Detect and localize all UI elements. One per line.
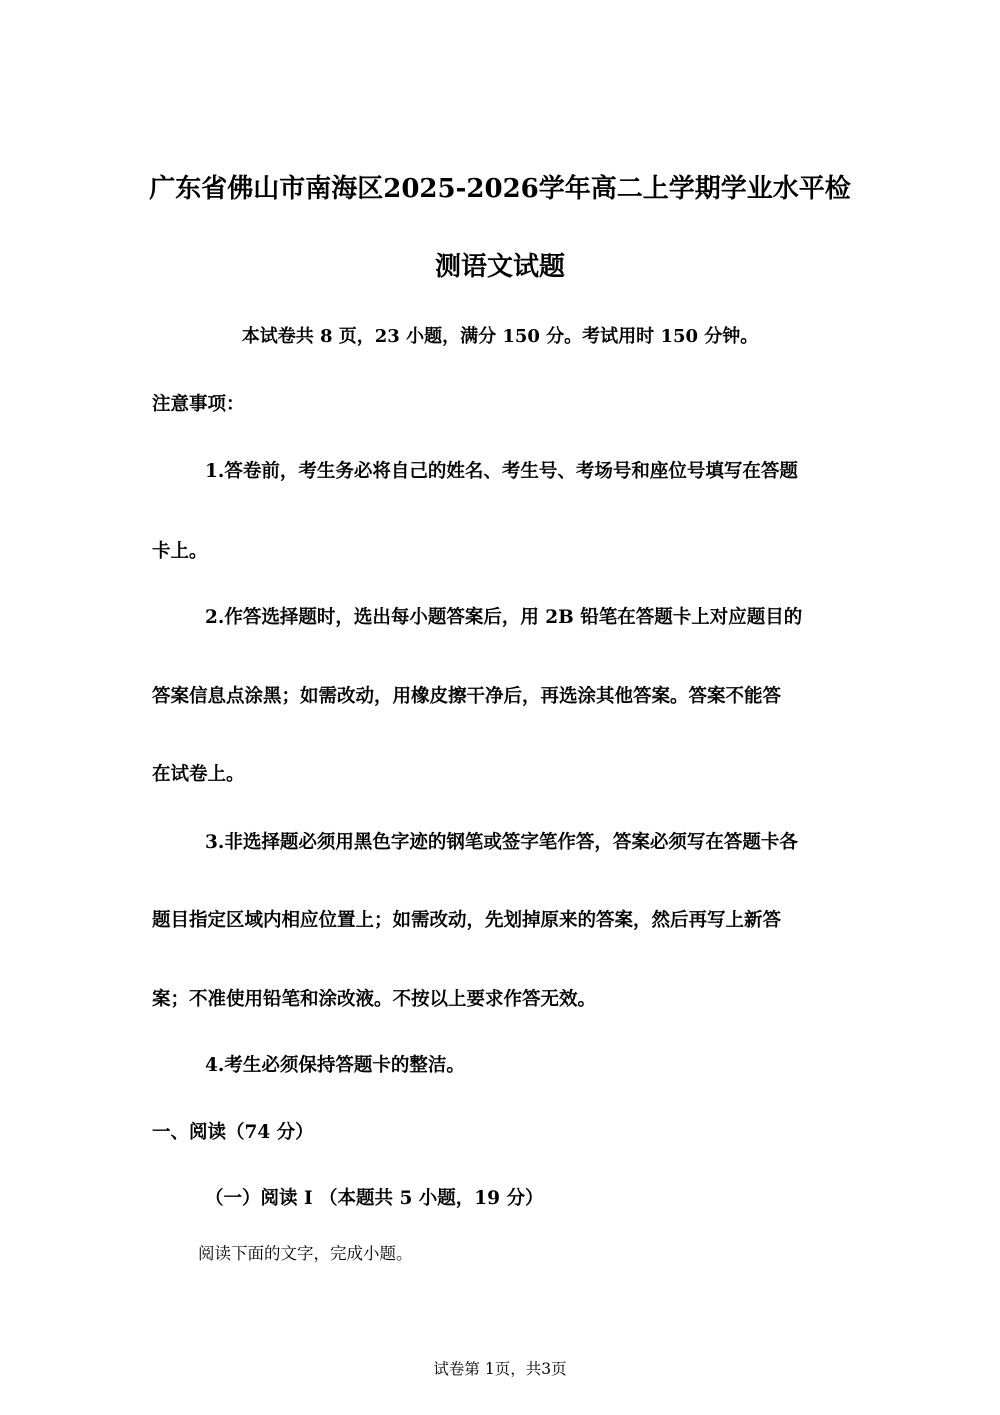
subsection-heading: （一）阅读 I （本题共 5 小题，19 分） bbox=[205, 1188, 544, 1209]
note-3-line-1: 3.非选择题必须用黑色字迹的钢笔或签字笔作答，答案必须写在答题卡各 bbox=[205, 832, 798, 853]
note-2-line-2: 答案信息点涂黑；如需改动，用橡皮擦干净后，再选涂其他答案。答案不能答 bbox=[152, 686, 782, 707]
note-2-line-1: 2.作答选择题时，选出每小题答案后，用 2B 铅笔在答题卡上对应题目的 bbox=[205, 607, 803, 628]
note-4-line-1: 4.考生必须保持答题卡的整洁。 bbox=[205, 1055, 465, 1076]
note-3-line-3: 案；不准使用铅笔和涂改液。不按以上要求作答无效。 bbox=[152, 989, 597, 1010]
note-1-line-2: 卡上。 bbox=[152, 541, 208, 562]
exam-title-line-2: 测语文试题 bbox=[434, 252, 565, 282]
page-footer: 试卷第 1页，共3页 bbox=[433, 1360, 567, 1378]
exam-summary: 本试卷共 8 页，23 小题，满分 150 分。考试用时 150 分钟。 bbox=[241, 326, 759, 347]
notice-heading: 注意事项： bbox=[152, 394, 245, 415]
reading-instruction: 阅读下面的文字，完成小题。 bbox=[198, 1244, 413, 1263]
note-2-line-3: 在试卷上。 bbox=[152, 764, 245, 785]
note-1-line-1: 1.答卷前，考生务必将自己的姓名、考生号、考场号和座位号填写在答题 bbox=[205, 461, 798, 482]
note-3-line-2: 题目指定区域内相应位置上；如需改动，先划掉原来的答案，然后再写上新答 bbox=[152, 910, 782, 931]
exam-title-line-1: 广东省佛山市南海区2025-2026学年高二上学期学业水平检 bbox=[149, 174, 851, 204]
section-heading: 一、阅读（74 分） bbox=[152, 1122, 314, 1143]
